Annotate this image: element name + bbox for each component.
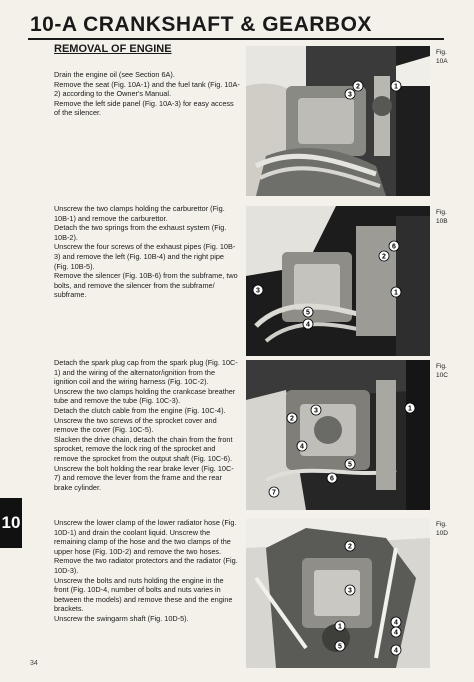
instruction-line: Detach the clutch cable from the engine (Fig. 10C-4).: [54, 405, 226, 415]
photo-fig-10c: [246, 360, 430, 510]
figure-label-id: 10D: [436, 530, 448, 537]
figure-label-10c: [436, 362, 466, 380]
svg-text:4: 4: [394, 647, 398, 655]
svg-text:5: 5: [306, 309, 310, 317]
callout-4: [391, 617, 401, 627]
page-header: [28, 10, 444, 40]
page-number: 34: [30, 660, 38, 667]
instruction-line: Unscrew the bolts and nuts holding the engine in the front (Fig. 10D-4, number of bolts and nuts varies in between the models) and remove these and the engine brackets.: [54, 575, 233, 614]
photo-fig-10a: [246, 46, 430, 196]
svg-text:2: 2: [356, 83, 360, 91]
figure-label-10d: [436, 520, 466, 538]
chapter-tab: 10: [0, 498, 22, 548]
svg-text:3: 3: [256, 287, 260, 295]
instruction-line: Drain the engine oil (see Section 6A).: [54, 70, 175, 79]
figure-label-id: 10A: [436, 58, 448, 65]
svg-text:1: 1: [394, 83, 398, 91]
callout-2: [353, 81, 363, 91]
svg-text:6: 6: [392, 243, 396, 251]
callout-5: [335, 641, 345, 651]
figure-label-id: 10B: [436, 218, 448, 225]
svg-text:2: 2: [348, 543, 352, 551]
figure-label-10b: [436, 208, 466, 226]
figure-label-prefix: Fig.: [436, 363, 447, 370]
instruction-block-10b: [54, 204, 240, 300]
callout-6: [327, 473, 337, 483]
callout-7: [269, 487, 279, 497]
instruction-line: Unscrew the four screws of the exhaust pipes (Fig. 10B-3) and remove the left (Fig. 10B-4) and the right pipe (Fig. 10B-5).: [54, 242, 236, 271]
callout-6: [389, 241, 399, 251]
svg-text:1: 1: [394, 289, 398, 297]
section-title: REMOVAL OF ENGINE: [54, 43, 172, 55]
instruction-line: Remove the two radiator protectors and the radiator (Fig. 10D-3).: [54, 556, 238, 575]
callout-1: [335, 621, 345, 631]
svg-text:7: 7: [272, 489, 276, 497]
svg-text:2: 2: [382, 253, 386, 261]
svg-text:3: 3: [348, 587, 352, 595]
instruction-line: Unscrew the bolt holding the rear brake lever (Fig. 10C-7) and remove the lever from the frame and the rear brake cylinder.: [54, 463, 234, 492]
instruction-line: Slacken the drive chain, detach the chain from the front sprocket, remove the lock ring of the sprocket and remove the sprocket from the output shaft (Fig. 10C-6).: [54, 434, 233, 463]
instruction-block-10c: [54, 358, 240, 492]
svg-text:4: 4: [394, 629, 398, 637]
instruction-block-10d: [54, 518, 240, 624]
callout-3: [345, 89, 355, 99]
instruction-line: Unscrew the two clamps holding the carburettor (Fig. 10B-1) and remove the carburettor.: [54, 204, 225, 223]
instruction-line: Remove the left side panel (Fig. 10A-3) for easy access of the silencer.: [54, 98, 234, 118]
svg-text:5: 5: [348, 461, 352, 469]
instruction-line: Unscrew the two screws of the sprocket cover and remove the cover (Fig. 10C-5).: [54, 415, 217, 435]
callout-3: [311, 405, 321, 415]
svg-text:3: 3: [314, 407, 318, 415]
svg-text:4: 4: [306, 321, 310, 329]
svg-text:6: 6: [330, 475, 334, 483]
callout-4: [391, 627, 401, 637]
callout-4: [391, 645, 401, 655]
callout-2: [379, 251, 389, 261]
page-title: 10-A CRANKSHAFT & GEARBOX: [30, 13, 372, 36]
instruction-line: Detach the spark plug cap from the spark plug (Fig. 10C-1) and the wiring of the alternator/ignition from the ignition coil and the wiring harness (Fig. 10C-2).: [54, 358, 238, 387]
callout-2: [287, 413, 297, 423]
callout-1: [405, 403, 415, 413]
instruction-line: Remove the silencer (Fig. 10B-6) from the subframe, two bolts, and remove the silencer from the subframe/ subframe.: [54, 271, 238, 300]
instruction-block-10a: [54, 70, 240, 118]
callout-3: [345, 585, 355, 595]
svg-text:1: 1: [408, 405, 412, 413]
svg-text:4: 4: [394, 619, 398, 627]
svg-text:4: 4: [300, 443, 304, 451]
figure-label-prefix: Fig.: [436, 521, 447, 528]
instruction-line: Unscrew the swingarm shaft (Fig. 10D-5).: [54, 613, 189, 623]
svg-text:2: 2: [290, 415, 294, 423]
svg-text:5: 5: [338, 643, 342, 651]
instruction-line: Remove the seat (Fig. 10A-1) and the fuel tank (Fig. 10A-2) according to the Owner's Manual.: [54, 79, 240, 99]
callout-4: [297, 441, 307, 451]
callout-2: [345, 541, 355, 551]
photo-fig-10b: [246, 206, 430, 356]
figure-label-prefix: Fig.: [436, 209, 447, 216]
svg-text:3: 3: [348, 91, 352, 99]
instruction-line: Detach the two springs from the exhaust system (Fig. 10B-2).: [54, 223, 227, 242]
callout-1: [391, 287, 401, 297]
figure-label-prefix: Fig.: [436, 49, 447, 56]
figure-label-id: 10C: [436, 372, 448, 379]
svg-text:1: 1: [338, 623, 342, 631]
callout-5: [345, 459, 355, 469]
callout-3: [253, 285, 263, 295]
instruction-line: Unscrew the lower clamp of the lower radiator hose (Fig. 10D-1) and drain the coolant liquid. Unscrew the remaining clamp of the hose and the two clamps of the upper hose (Fig. 10D-2) and remove the two hoses.: [54, 518, 237, 556]
callout-1: [391, 81, 401, 91]
figure-label-10a: [436, 48, 466, 66]
callout-4: [303, 319, 313, 329]
callout-5: [303, 307, 313, 317]
photo-fig-10d: [246, 518, 430, 668]
instruction-line: Unscrew the two clamps holding the crankcase breather tube and remove the tube (Fig. 10C-3).: [54, 386, 236, 406]
